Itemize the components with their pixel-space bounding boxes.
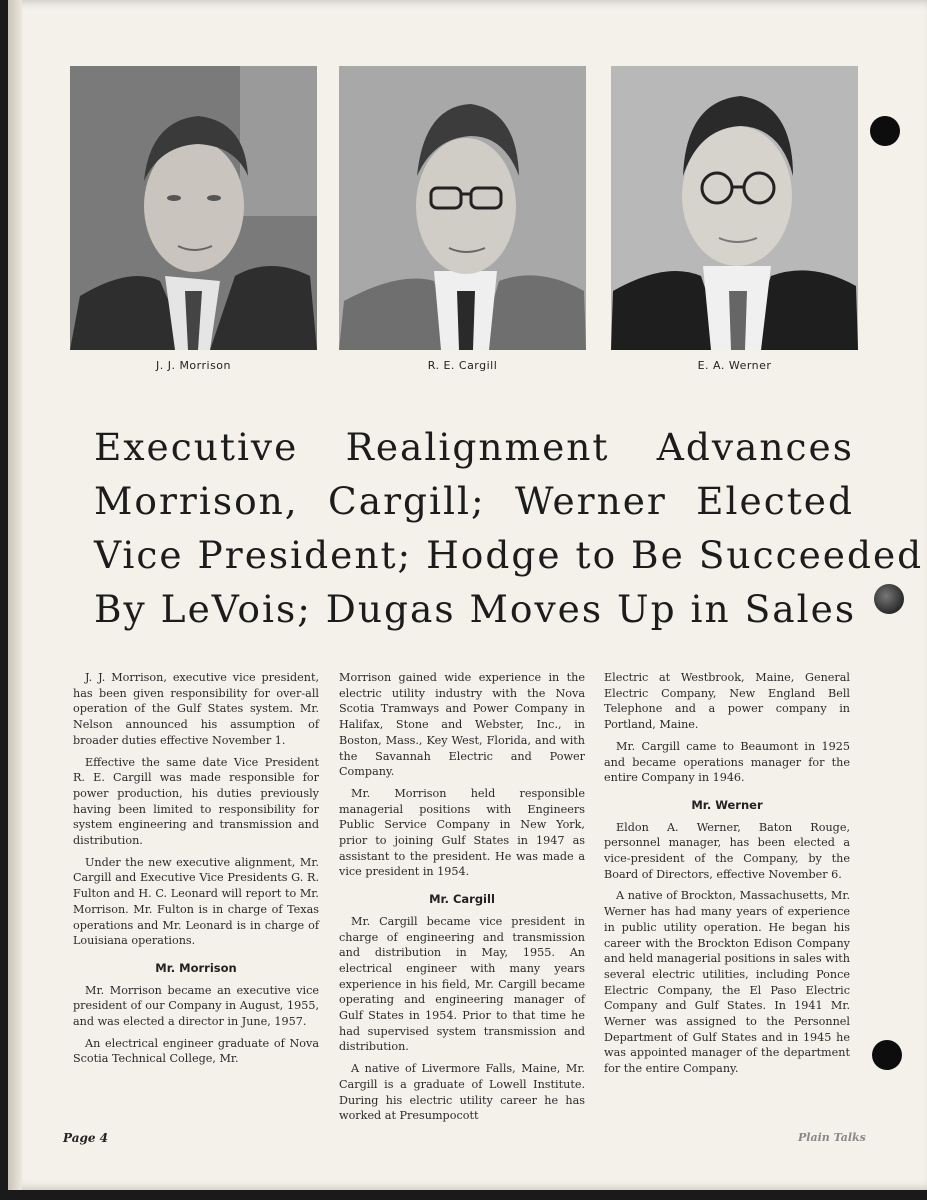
page-number: Page 4 — [63, 1131, 109, 1145]
page-binding-edge — [8, 0, 22, 1190]
headline-line: Vice President; Hodge to Be Succeeded — [94, 533, 924, 577]
magazine-page — [8, 0, 927, 1190]
binder-hole — [874, 584, 904, 614]
headline-line: Executive Realignment Advances — [94, 425, 854, 469]
paragraph: Effective the same date Vice President R. E. Cargill was made responsible for power production, his duties previously having been limited to responsibility for system engineering and transmission and distribution. — [73, 755, 319, 848]
paragraph: Mr. Cargill came to Beaumont in 1925 and became operations manager for the entire Company in 1946. — [604, 739, 850, 785]
section-heading: Mr. Werner — [691, 797, 763, 812]
binder-hole — [870, 116, 900, 146]
binder-hole — [872, 1040, 902, 1070]
section-heading: Mr. Cargill — [429, 892, 495, 907]
publication-name: Plain Talks — [798, 1131, 866, 1144]
paragraph: Morrison gained wide experience in the electric utility industry with the Nova Scotia Tramways and Power Company in Halifax, Stone and Webster, Inc., in Boston, Mass., Key West, Florida, and with the Savannah Electric and Power Company. — [339, 671, 585, 779]
paragraph: A native of Brockton, Massachusetts, Mr. Werner has had many years of experience in public utility operation. He began his career with the Brockton Edison Company and held managerial positions in sales with several electric utilities, including Ponce Electric Company, the El Paso Electric Company and Gulf States. In 1941 Mr. Werner was assigned to the Personnel Department of Gulf States and in 1945 he was appointed manager of the department for the entire Company. — [604, 889, 851, 1076]
portrait-photo-cargill — [339, 66, 586, 350]
portrait-photo-werner — [611, 66, 858, 350]
article-column-3 — [604, 670, 850, 1083]
paragraph: Mr. Cargill became vice president in charge of engineering and transmission and distribution in May, 1955. An electrical engineer with many years experience in his field, Mr. Cargill became operating and engineering manager of Gulf States in 1954. Prior to that time he had supervised system transmission and distribution. — [339, 914, 585, 1054]
paragraph: Eldon A. Werner, Baton Rouge, personnel manager, has been elected a vice-president of the Company, by the Board of Directors, effective November 6. — [604, 820, 850, 881]
photo-caption: R. E. Cargill — [427, 359, 498, 372]
section-heading: Mr. Morrison — [155, 960, 237, 975]
photo-caption: J. J. Morrison — [155, 359, 232, 372]
paragraph: Under the new executive alignment, Mr. Cargill and Executive Vice Presidents G. R. Fulton and H. C. Leonard will report to Mr. Morrison. Mr. Fulton is in charge of Texas operations and Mr. Leonard is in charge of Louisiana operations. — [73, 855, 319, 948]
article-column-1 — [73, 670, 319, 1073]
paragraph: J. J. Morrison, executive vice president, has been given responsibility for over-all operation of the Gulf States system. Mr. Nelson announced his assumption of broader duties effective November 1. — [73, 671, 319, 747]
portrait-photo-morrison — [70, 66, 317, 350]
paragraph: Electric at Westbrook, Maine, General Electric Company, New England Bell Telephone and a power company in Portland, Maine. — [604, 671, 850, 732]
photo-caption: E. A. Werner — [697, 359, 772, 372]
paragraph: A native of Livermore Falls, Maine, Mr. Cargill is a graduate of Lowell Institute. During his electric utility career he has worked at Presumpocott — [339, 1062, 585, 1123]
article-column-2 — [339, 670, 585, 1130]
headline-line: Morrison, Cargill; Werner Elected — [94, 479, 854, 523]
paragraph: Mr. Morrison became an executive vice president of our Company in August, 1955, and was elected a director in June, 1957. — [73, 983, 319, 1029]
paragraph: An electrical engineer graduate of Nova Scotia Technical College, Mr. — [73, 1036, 319, 1066]
paragraph: Mr. Morrison held responsible managerial positions with Engineers Public Service Company in New York, prior to joining Gulf States in 1947 as assistant to the president. He was made a vice president in 1954. — [339, 786, 585, 879]
article-headline — [94, 420, 924, 636]
headline-line: By LeVois; Dugas Moves Up in Sales — [94, 587, 857, 631]
